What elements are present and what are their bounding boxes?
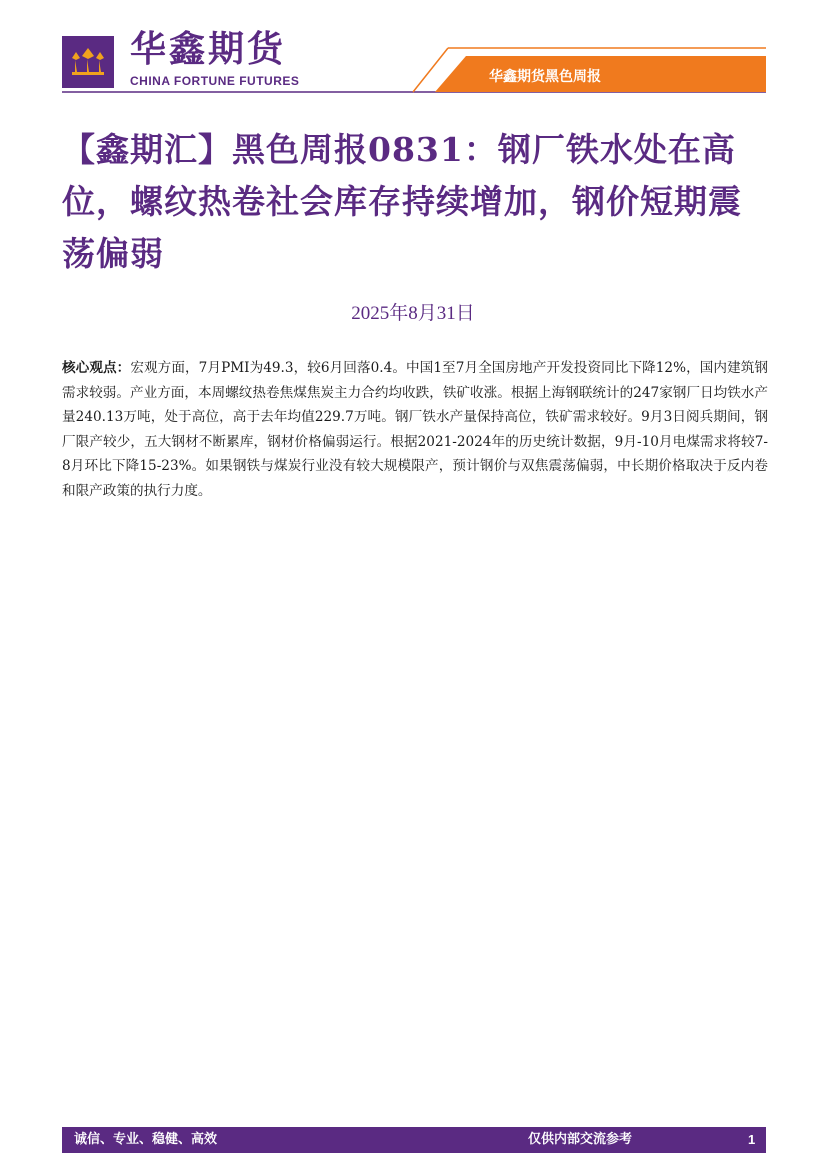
company-name-en: CHINA FORTUNE FUTURES xyxy=(130,74,300,88)
footer-disclaimer: 仅供内部交流参考 xyxy=(528,1132,633,1147)
core-viewpoint-paragraph xyxy=(62,356,768,503)
footer-motto: 诚信、专业、稳健、高效 xyxy=(74,1132,218,1147)
report-series-label: 华鑫期货黑色周报 xyxy=(489,69,601,85)
core-viewpoint-text: 宏观方面，7月PMI为49.3，较6月回落0.4。中国1至7月全国房地产开发投资同比下降12%，国内建筑钢需求较弱。产业方面，本周螺纹热卷焦煤焦炭主力合约均收跌，铁矿收涨。根据上海钢联统计的247家钢厂日均铁水产量240.13万吨，处于高位，高于去年均值229.7万吨。钢厂铁水产量保持高位，铁矿需求较好。9月3日阅兵期间，钢厂限产较少，五大钢材不断累库，钢材价格偏弱运行。根据2021-2024年的历史统计数据，9月-10月电煤需求将较7-8月环比下降15-23%。如果钢铁与煤炭行业没有较大规模限产，预计钢价与双焦震荡偏弱，中长期价格取决于反内卷和限产政策的执行力度。 xyxy=(62,360,768,499)
core-viewpoint-label: 核心观点： xyxy=(62,360,131,376)
report-date: 2025年8月31日 xyxy=(351,303,475,324)
report-title: 【鑫期汇】黑色周报0831：钢厂铁水处在高位，螺纹热卷社会库存持续增加，钢价短期震荡偏弱 xyxy=(62,130,742,273)
page-number: 1 xyxy=(748,1132,756,1147)
company-name-cn: 华鑫期货 xyxy=(130,29,287,70)
